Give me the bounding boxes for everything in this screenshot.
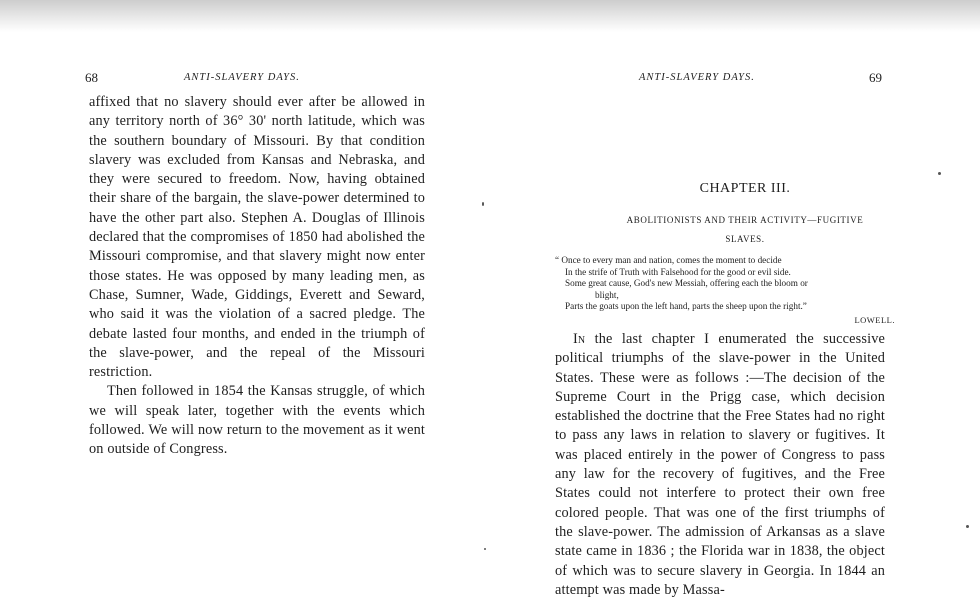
first-word: In: [573, 331, 586, 347]
left-running-head: ANTI-SLAVERY DAYS.: [184, 72, 300, 83]
scan-speck: [484, 548, 486, 550]
chapter-title: CHAPTER III.: [699, 181, 791, 196]
chapter-subtitle-line-2: SLAVES.: [725, 234, 765, 244]
epigraph-line-1: “ Once to every man and nation, comes the moment to decide: [555, 255, 782, 265]
right-page-number: 69: [869, 70, 882, 85]
left-page: [0, 0, 480, 580]
epigraph-attribution: LOWELL.: [854, 314, 895, 325]
right-paragraph-1-text: the last chapter I enumerated the successive political triumphs of the slave-power in the United States. These were as follows :—The decision of the Supreme Court in the Prigg case, which decision established the doctrine that the Free States had no right to pass any laws in relation to slavery or fugitives. It was placed entirely in the power of Congress to pass any law for the recovery of fugitives, and the Free States could not interfere to protect their own free colored people. That was one of the first triumphs of the slave-power. The admission of Arkansas as a slave state came in 1836 ; the Florida war in 1838, the object of which was to secure slavery in Georgia. In 1844 an attempt was made by Massa-: [555, 331, 885, 598]
epigraph-line-3: Some great cause, God's new Messiah, offering each the bloom or: [565, 278, 808, 289]
scan-speck: [938, 172, 941, 175]
left-paragraph-1: affixed that no slavery should ever after be allowed in any territory north of 36° 30' north latitude, which was the southern boundary of Missouri. By that condition slavery was excluded from Kansas and Nebraska, and they were secured to freedom. Now, having obtained their share of the bargain, the slave-power determined to have the other part also. Stephen A. Douglas of Illinois declared that the compromises of 1850 had abolished the Missouri compromise, and that slavery might now enter those states. He was opposed by many leading men, as Chase, Sumner, Wade, Giddings, Everett and Seward, who said it was the violation of a sacred pledge. The debate lasted four months, and ended in the triumph of the slave-power, and the repeal of the Missouri restriction.: [89, 94, 425, 381]
epigraph: [555, 255, 895, 327]
epigraph-line-4: blight,: [595, 289, 619, 300]
chapter-subtitle: [555, 211, 935, 249]
left-paragraph-2: Then followed in 1854 the Kansas struggle, of which we will speak later, together with the events which followed. We will now return to the movement as it went on outside of Congress.: [89, 383, 425, 458]
scan-speck: [482, 202, 484, 206]
right-body-text: [555, 330, 885, 600]
right-running-head: ANTI-SLAVERY DAYS.: [639, 72, 755, 83]
epigraph-line-2: In the strife of Truth with Falsehood for the good or evil side.: [565, 266, 791, 277]
epigraph-line-5: Parts the goats upon the left hand, parts the sheep upon the right.”: [565, 301, 807, 312]
scan-speck: [966, 525, 969, 528]
right-page: [500, 0, 980, 598]
left-body-text: [89, 93, 425, 460]
chapter-subtitle-line-1: ABOLITIONISTS AND THEIR ACTIVITY—FUGITIVE: [626, 215, 864, 225]
left-page-number: 68: [85, 70, 98, 85]
right-paragraph-1: [555, 330, 885, 600]
